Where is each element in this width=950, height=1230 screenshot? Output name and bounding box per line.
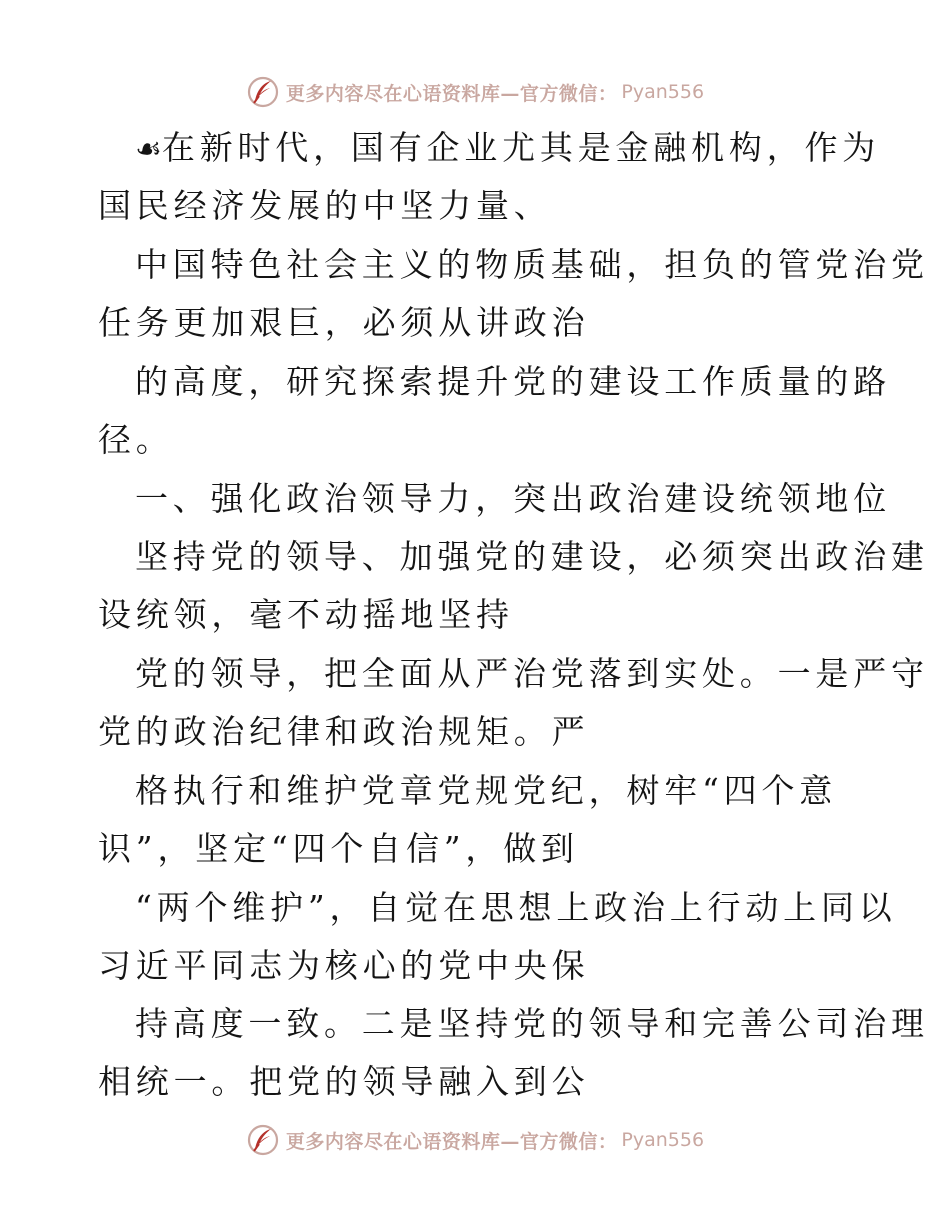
body-line: 习近平同志为核心的党中央保: [98, 946, 590, 985]
body-line: [135, 128, 880, 170]
feather-quill-logo-icon: [246, 1123, 280, 1157]
banner-text: 更多内容尽在心语资料库—官方微信：: [285, 1130, 618, 1153]
section-heading: 一、强化政治领导力，突出政治建设统领地位: [135, 479, 891, 518]
floral-heart-icon: ☙: [135, 132, 162, 167]
body-line: 任务更加艰巨，必须从讲政治: [98, 303, 590, 342]
body-line: 党的领导，把全面从严治党落到实处。一是严守: [135, 654, 929, 693]
header-watermark-banner: [0, 72, 950, 112]
body-line: 的高度，研究探索提升党的建设工作质量的路: [135, 362, 891, 401]
body-line: 相统一。把党的领导融入到公: [98, 1062, 590, 1101]
body-line: 党的政治纪律和政治规矩。严: [98, 712, 590, 751]
body-line: 国民经济发展的中坚力量、: [98, 186, 552, 225]
body-line-text: 在新时代，国有企业尤其是金融机构，作为: [161, 128, 881, 167]
feather-quill-logo-icon: [246, 75, 280, 109]
body-line: 识”，坚定“四个自信”，做到: [98, 829, 579, 868]
wechat-id: Pyan556: [621, 81, 705, 103]
body-line: 设统领，毫不动摇地坚持: [98, 595, 514, 634]
body-line: 坚持党的领导、加强党的建设，必须突出政治建: [135, 537, 929, 576]
body-line: 持高度一致。二是坚持党的领导和完善公司治理: [135, 1004, 929, 1043]
banner-text: 更多内容尽在心语资料库—官方微信：: [285, 82, 618, 105]
body-line: “两个维护”，自觉在思想上政治上行动上同以: [135, 888, 897, 927]
body-line: 格执行和维护党章党规党纪，树牢“四个意: [135, 771, 838, 810]
footer-watermark-banner: [0, 1120, 950, 1160]
wechat-id: Pyan556: [621, 1129, 705, 1151]
body-line: 中国特色社会主义的物质基础，担负的管党治党: [135, 245, 929, 284]
body-line: 径。: [98, 420, 174, 459]
